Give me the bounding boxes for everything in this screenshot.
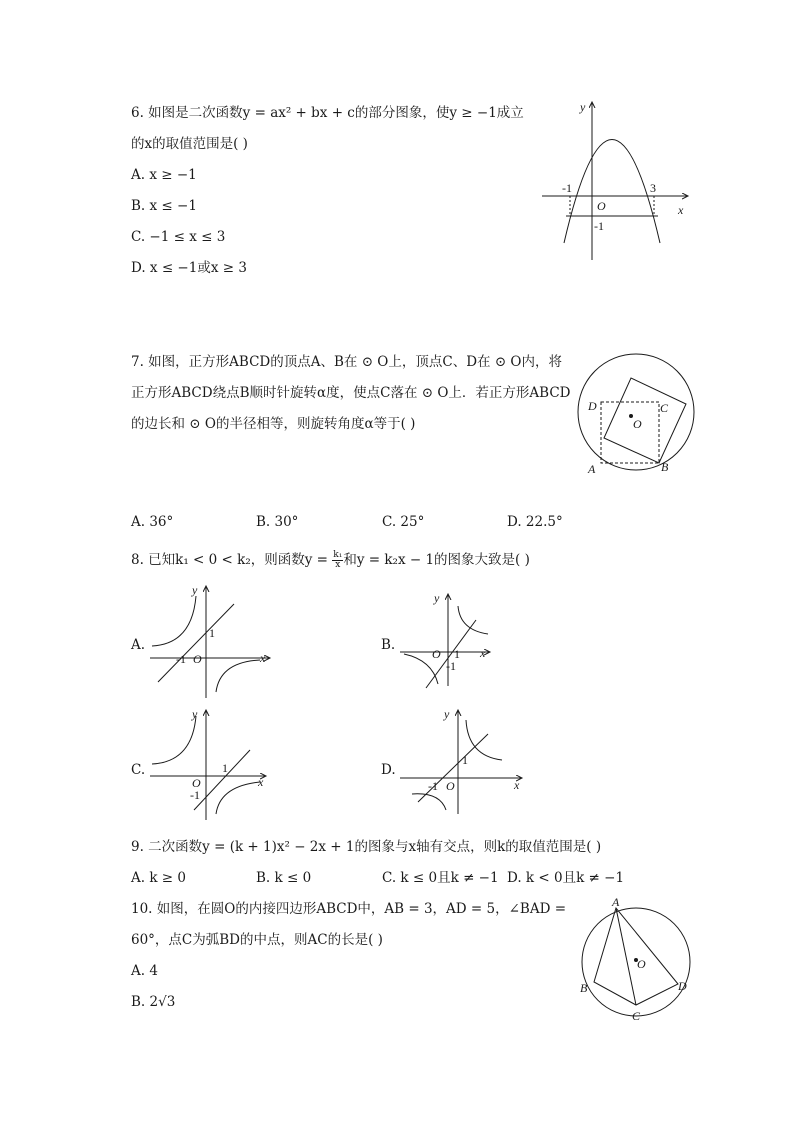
q10-diagonal-ac <box>616 908 636 1005</box>
q8-graph-c[interactable] <box>148 706 278 824</box>
q8b-label-y: y <box>434 591 440 605</box>
q6-option-d[interactable]: D. x ≤ −1或x ≥ 3 <box>131 260 247 276</box>
q8a-label-y: y <box>192 583 198 597</box>
q6-parabola-curve <box>564 140 660 244</box>
q6-parabola-figure <box>540 98 700 268</box>
q10-option-b[interactable]: B. 2√3 <box>131 994 176 1010</box>
q10-option-a[interactable]: A. 4 <box>131 963 158 979</box>
q8-option-d-label[interactable]: D. <box>381 762 396 778</box>
q7-option-a[interactable]: A. 36° <box>131 514 174 530</box>
q10-label-B: B <box>580 981 588 995</box>
q8-option-c-label[interactable]: C. <box>131 762 146 778</box>
q10-label-A: A <box>612 895 620 909</box>
q6-label-neg1-x: -1 <box>562 181 572 195</box>
q8-stem <box>131 551 530 570</box>
q8b-label-O: O <box>432 647 441 661</box>
q9-stem: 9. 二次函数y = (k + 1)x² − 2x + 1的图象与x轴有交点，则k的取值范围是( ) <box>131 839 602 855</box>
q8-graph-a[interactable] <box>148 582 278 700</box>
q7-stem-line3: 的边长和 ⊙ O的半径相等，则旋转角度α等于( ) <box>131 416 416 432</box>
q6-label-x: x <box>678 203 684 217</box>
q7-circle-square-figure <box>574 350 704 480</box>
q8-fraction <box>332 551 343 570</box>
q8c-label-O: O <box>192 776 201 790</box>
q10-label-O: O <box>637 957 646 971</box>
q8d-label-1: 1 <box>462 753 468 767</box>
q6-label-three: 3 <box>650 181 656 195</box>
q7-option-c[interactable]: C. 25° <box>382 514 425 530</box>
q7-option-d[interactable]: D. 22.5° <box>507 514 563 530</box>
q8-stem-suffix: 和y = k₂x − 1的图象大致是( ) <box>343 552 530 568</box>
q7-label-B: B <box>661 460 669 474</box>
q10-stem-line2: 60°，点C为弧BD的中点，则AC的长是( ) <box>131 932 383 948</box>
q8-option-b-label[interactable]: B. <box>381 637 396 653</box>
q6-label-neg1-y: -1 <box>594 219 604 233</box>
q9-option-d[interactable]: D. k < 0且k ≠ −1 <box>507 870 625 886</box>
q7-label-D: D <box>588 399 597 413</box>
q6-option-b[interactable]: B. x ≤ −1 <box>131 198 197 214</box>
q8a-label-neg1: -1 <box>176 652 186 666</box>
q8d-label-y: y <box>444 707 450 721</box>
q6-stem-line2: 的x的取值范围是( ) <box>131 136 248 152</box>
q8b-label-x: x <box>480 646 486 660</box>
q7-stem-line2: 正方形ABCD绕点B顺时针旋转α度，使点C落在 ⊙ O上．若正方形ABCD <box>131 385 571 401</box>
q6-label-origin: O <box>597 199 606 213</box>
q8b-label-neg1: -1 <box>446 659 456 673</box>
q7-option-b[interactable]: B. 30° <box>256 514 299 530</box>
q9-option-a[interactable]: A. k ≥ 0 <box>131 870 186 886</box>
q7-rotated-square <box>604 378 686 463</box>
q7-original-square <box>601 402 659 463</box>
q8d-label-O: O <box>446 779 455 793</box>
q8d-label-neg1: -1 <box>428 779 438 793</box>
q7-label-O: O <box>633 417 642 431</box>
q8a-label-O: O <box>193 652 202 666</box>
q6-option-c[interactable]: C. −1 ≤ x ≤ 3 <box>131 229 226 245</box>
q8-frac-num: k₁ <box>333 550 343 560</box>
q8-graph-b[interactable] <box>398 590 508 690</box>
q6-label-y: y <box>580 100 586 114</box>
q7-label-C: C <box>660 401 669 415</box>
q8a-label-1: 1 <box>209 626 215 640</box>
q10-stem-line1: 10. 如图，在圆O的内接四边形ABCD中，AB = 3，AD = 5，∠BAD = <box>131 901 567 917</box>
q9-option-c[interactable]: C. k ≤ 0且k ≠ −1 <box>382 870 499 886</box>
q10-quadrilateral <box>594 908 678 1005</box>
q8-option-a-label[interactable]: A. <box>131 637 146 653</box>
q8a-label-x: x <box>260 651 266 665</box>
q10-label-C: C <box>632 1009 641 1023</box>
q6-option-a[interactable]: A. x ≥ −1 <box>131 167 197 183</box>
q7-stem-line1: 7. 如图，正方形ABCD的顶点A、B在 ⊙ O上，顶点C、D在 ⊙ O内，将 <box>131 354 562 370</box>
q6-stem-line1: 6. 如图是二次函数y = ax² + bx + c的部分图象，使y ≥ −1成立 <box>131 105 524 121</box>
q8d-label-x: x <box>514 778 520 792</box>
q8-frac-den: x <box>335 560 341 570</box>
q8c-label-x: x <box>258 775 264 789</box>
q10-label-D: D <box>678 979 687 993</box>
q8-graph-d[interactable] <box>398 706 538 816</box>
q9-option-b[interactable]: B. k ≤ 0 <box>256 870 312 886</box>
q8b-label-1: 1 <box>454 647 460 661</box>
q8c-label-neg1: -1 <box>190 788 200 802</box>
q8c-label-y: y <box>192 707 198 721</box>
q7-label-A: A <box>588 462 596 476</box>
q10-inscribed-quad-figure <box>574 894 704 1024</box>
q8-stem-prefix: 8. 已知k₁ < 0 < k₂，则函数y = <box>131 552 333 568</box>
q8c-label-1: 1 <box>222 761 228 775</box>
